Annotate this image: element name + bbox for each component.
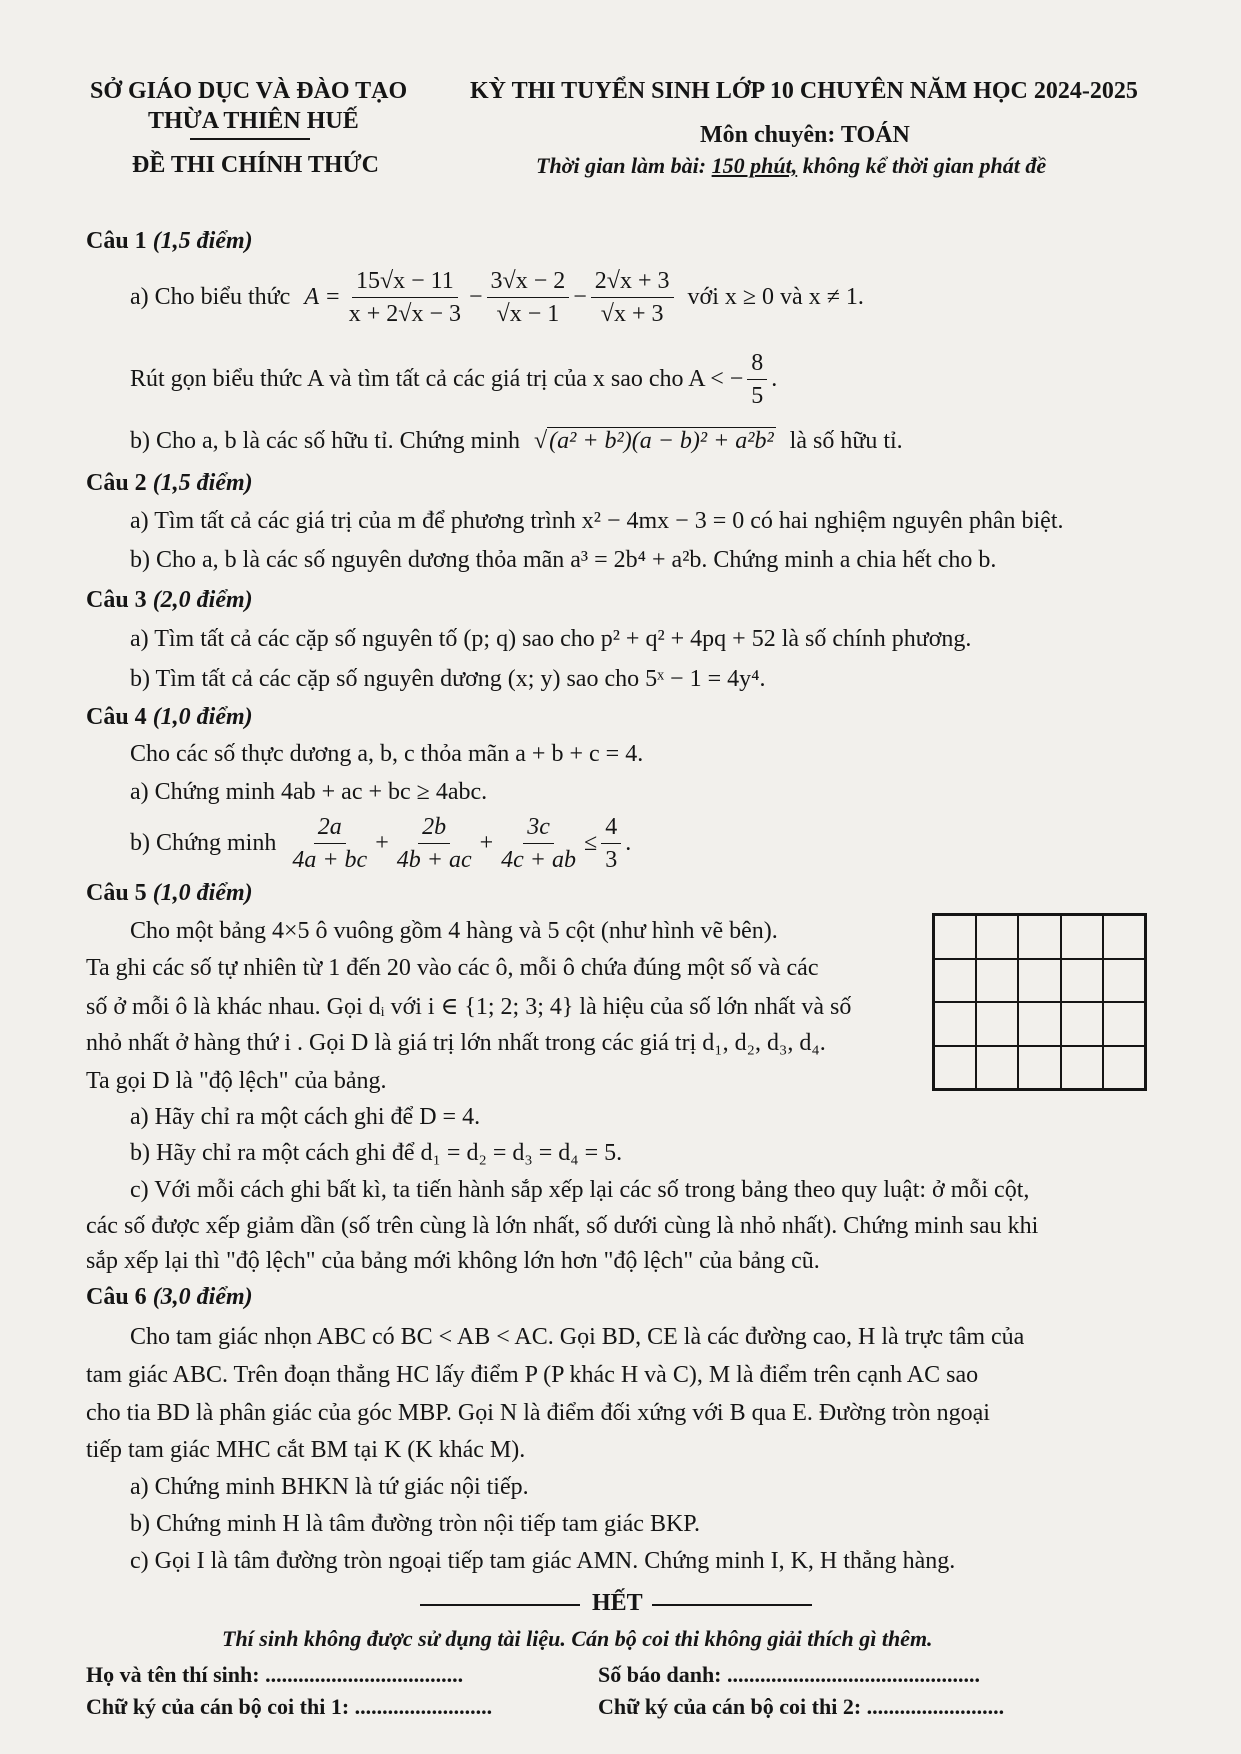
invigilator-2-signature: Chữ ký của cán bộ coi thi 2: ......................... [598, 1694, 1005, 1719]
question-3b: b) Tìm tất cả các cặp số nguyên dương (x; y) sao cho 5ˣ − 1 = 4y⁴. [130, 666, 766, 692]
header-underline [190, 138, 310, 140]
end-rule-right [652, 1604, 812, 1606]
question-5-p5: Ta gọi D là "độ lệch" của bảng. [86, 1068, 387, 1094]
fraction-1: $\frac{15√x - 11}{x + 2√x - 3}$ [348, 268, 461, 328]
question-2-title: Câu 2 (1,5 điểm) [86, 470, 253, 496]
question-5c-line3: sắp xếp lại thì "độ lệch" của bảng mới không lớn hơn "độ lệch" của bảng cũ. [86, 1248, 820, 1274]
subject-label: Môn chuyên: TOÁN [700, 122, 910, 148]
question-3a: a) Tìm tất cả các cặp số nguyên tố (p; q) sao cho p² + q² + 4pq + 52 là số chính phương. [130, 626, 972, 652]
question-1b: b) Cho a, b là các số hữu tỉ. Chứng minh √(a² + b²)(a − b)² + a²b² là số hữu tỉ. [130, 428, 903, 454]
question-2a: a) Tìm tất cả các giá trị của m để phương trình x² − 4mx − 3 = 0 có hai nghiệm nguyên phân biệt. [130, 508, 1064, 534]
question-6-p4: tiếp tam giác MHC cắt BM tại K (K khác M). [86, 1437, 526, 1463]
question-5c-line1: c) Với mỗi cách ghi bất kì, ta tiến hành sắp xếp lại các số trong bảng theo quy luật: ở mỗi cột, [130, 1177, 1030, 1203]
question-6-p1: Cho tam giác nhọn ABC có BC < AB < AC. Gọi BD, CE là các đường cao, H là trực tâm của [130, 1324, 1025, 1350]
table-4x5-figure [932, 913, 1147, 1091]
exam-note: Thí sinh không được sử dụng tài liệu. Cán bộ coi thi không giải thích gì thêm. [222, 1626, 933, 1651]
department-name: SỞ GIÁO DỤC VÀ ĐÀO TẠO [90, 78, 408, 104]
question-4-intro: Cho các số thực dương a, b, c thỏa mãn a + b + c = 4. [130, 741, 644, 767]
question-1-title: Câu 1 (1,5 điểm) [86, 228, 253, 254]
question-3-title: Câu 3 (2,0 điểm) [86, 587, 253, 613]
question-6-p3: cho tia BD là phân giác của góc MBP. Gọi N là điểm đối xứng với B qua E. Đường tròn ngoại [86, 1400, 990, 1426]
question-4b: b) Chứng minh $\frac{2a}{4a + bc}$ + $\frac{2b}{4b + ac}$ + $\frac{3c}{4c + ab}$ ≤ $\frac{4}{3}$ . [130, 814, 632, 874]
question-5-p2: Ta ghi các số tự nhiên từ 1 đến 20 vào các ô, mỗi ô chứa đúng một số và các [86, 955, 819, 981]
question-6b: b) Chứng minh H là tâm đường tròn nội tiếp tam giác BKP. [130, 1511, 700, 1537]
question-6c: c) Gọi I là tâm đường tròn ngoại tiếp tam giác AMN. Chứng minh I, K, H thẳng hàng. [130, 1548, 956, 1574]
question-5-p3: số ở mỗi ô là khác nhau. Gọi dᵢ với i ∈ {1; 2; 3; 4} là hiệu của số lớn nhất và số [86, 994, 852, 1020]
question-6-title: Câu 6 (3,0 điểm) [86, 1284, 253, 1310]
question-5c-line2: các số được xếp giảm dần (số trên cùng là lớn nhất, số dưới cùng là nhỏ nhất). Chứng minh sau khi [86, 1213, 1039, 1239]
question-5-p4: nhỏ nhất ở hàng thứ i . Gọi D là giá trị lớn nhất trong các giá trị d₁, d₂, d₃, d₄. [86, 1030, 826, 1056]
candidate-name-field: Họ và tên thí sinh: .................................... [86, 1662, 464, 1687]
invigilator-1-signature: Chữ ký của cán bộ coi thi 1: ......................... [86, 1694, 493, 1719]
time-label: Thời gian làm bài: 150 phút, không kể thời gian phát đề [536, 153, 1047, 178]
question-5b: b) Hãy chỉ ra một cách ghi để d₁ = d₂ = d₃ = d₄ = 5. [130, 1140, 623, 1166]
question-1a-task: Rút gọn biểu thức A và tìm tất cả các giá trị của x sao cho A < − $\frac{8}{5}$ . [130, 350, 778, 410]
question-5-title: Câu 5 (1,0 điểm) [86, 880, 253, 906]
question-5-p1: Cho một bảng 4×5 ô vuông gồm 4 hàng và 5 cột (như hình vẽ bên). [130, 918, 778, 944]
fraction-3: $\frac{2√x + 3}{√x + 3}$ [591, 268, 674, 328]
exam-title: KỲ THI TUYỂN SINH LỚP 10 CHUYÊN NĂM HỌC 2024-2025 [470, 78, 1138, 104]
end-rule-left [420, 1604, 580, 1606]
official-exam-label: ĐỀ THI CHÍNH THỨC [132, 152, 379, 178]
candidate-number-field: Số báo danh: .............................................. [598, 1662, 981, 1687]
question-6a: a) Chứng minh BHKN là tứ giác nội tiếp. [130, 1474, 529, 1500]
province-name: THỪA THIÊN HUẾ [148, 108, 359, 134]
end-label: HẾT [592, 1590, 643, 1616]
question-4-title: Câu 4 (1,0 điểm) [86, 704, 253, 730]
question-5a: a) Hãy chỉ ra một cách ghi để D = 4. [130, 1104, 481, 1130]
fraction-2: $\frac{3√x - 2}{√x - 1}$ [487, 268, 570, 328]
question-1a: a) Cho biểu thức A = $\frac{15√x - 11}{x + 2√x - 3}$ − $\frac{3√x - 2}{√x - 1}$ − $\frac{2√x + 3}{√x + 3}$ với x ≥ 0 và x ≠ 1. [130, 268, 864, 328]
question-6-p2: tam giác ABC. Trên đoạn thẳng HC lấy điểm P (P khác H và C), M là điểm trên cạnh AC sao [86, 1362, 979, 1388]
question-4a: a) Chứng minh 4ab + ac + bc ≥ 4abc. [130, 779, 488, 805]
question-2b: b) Cho a, b là các số nguyên dương thỏa mãn a³ = 2b⁴ + a²b. Chứng minh a chia hết cho b. [130, 547, 997, 573]
